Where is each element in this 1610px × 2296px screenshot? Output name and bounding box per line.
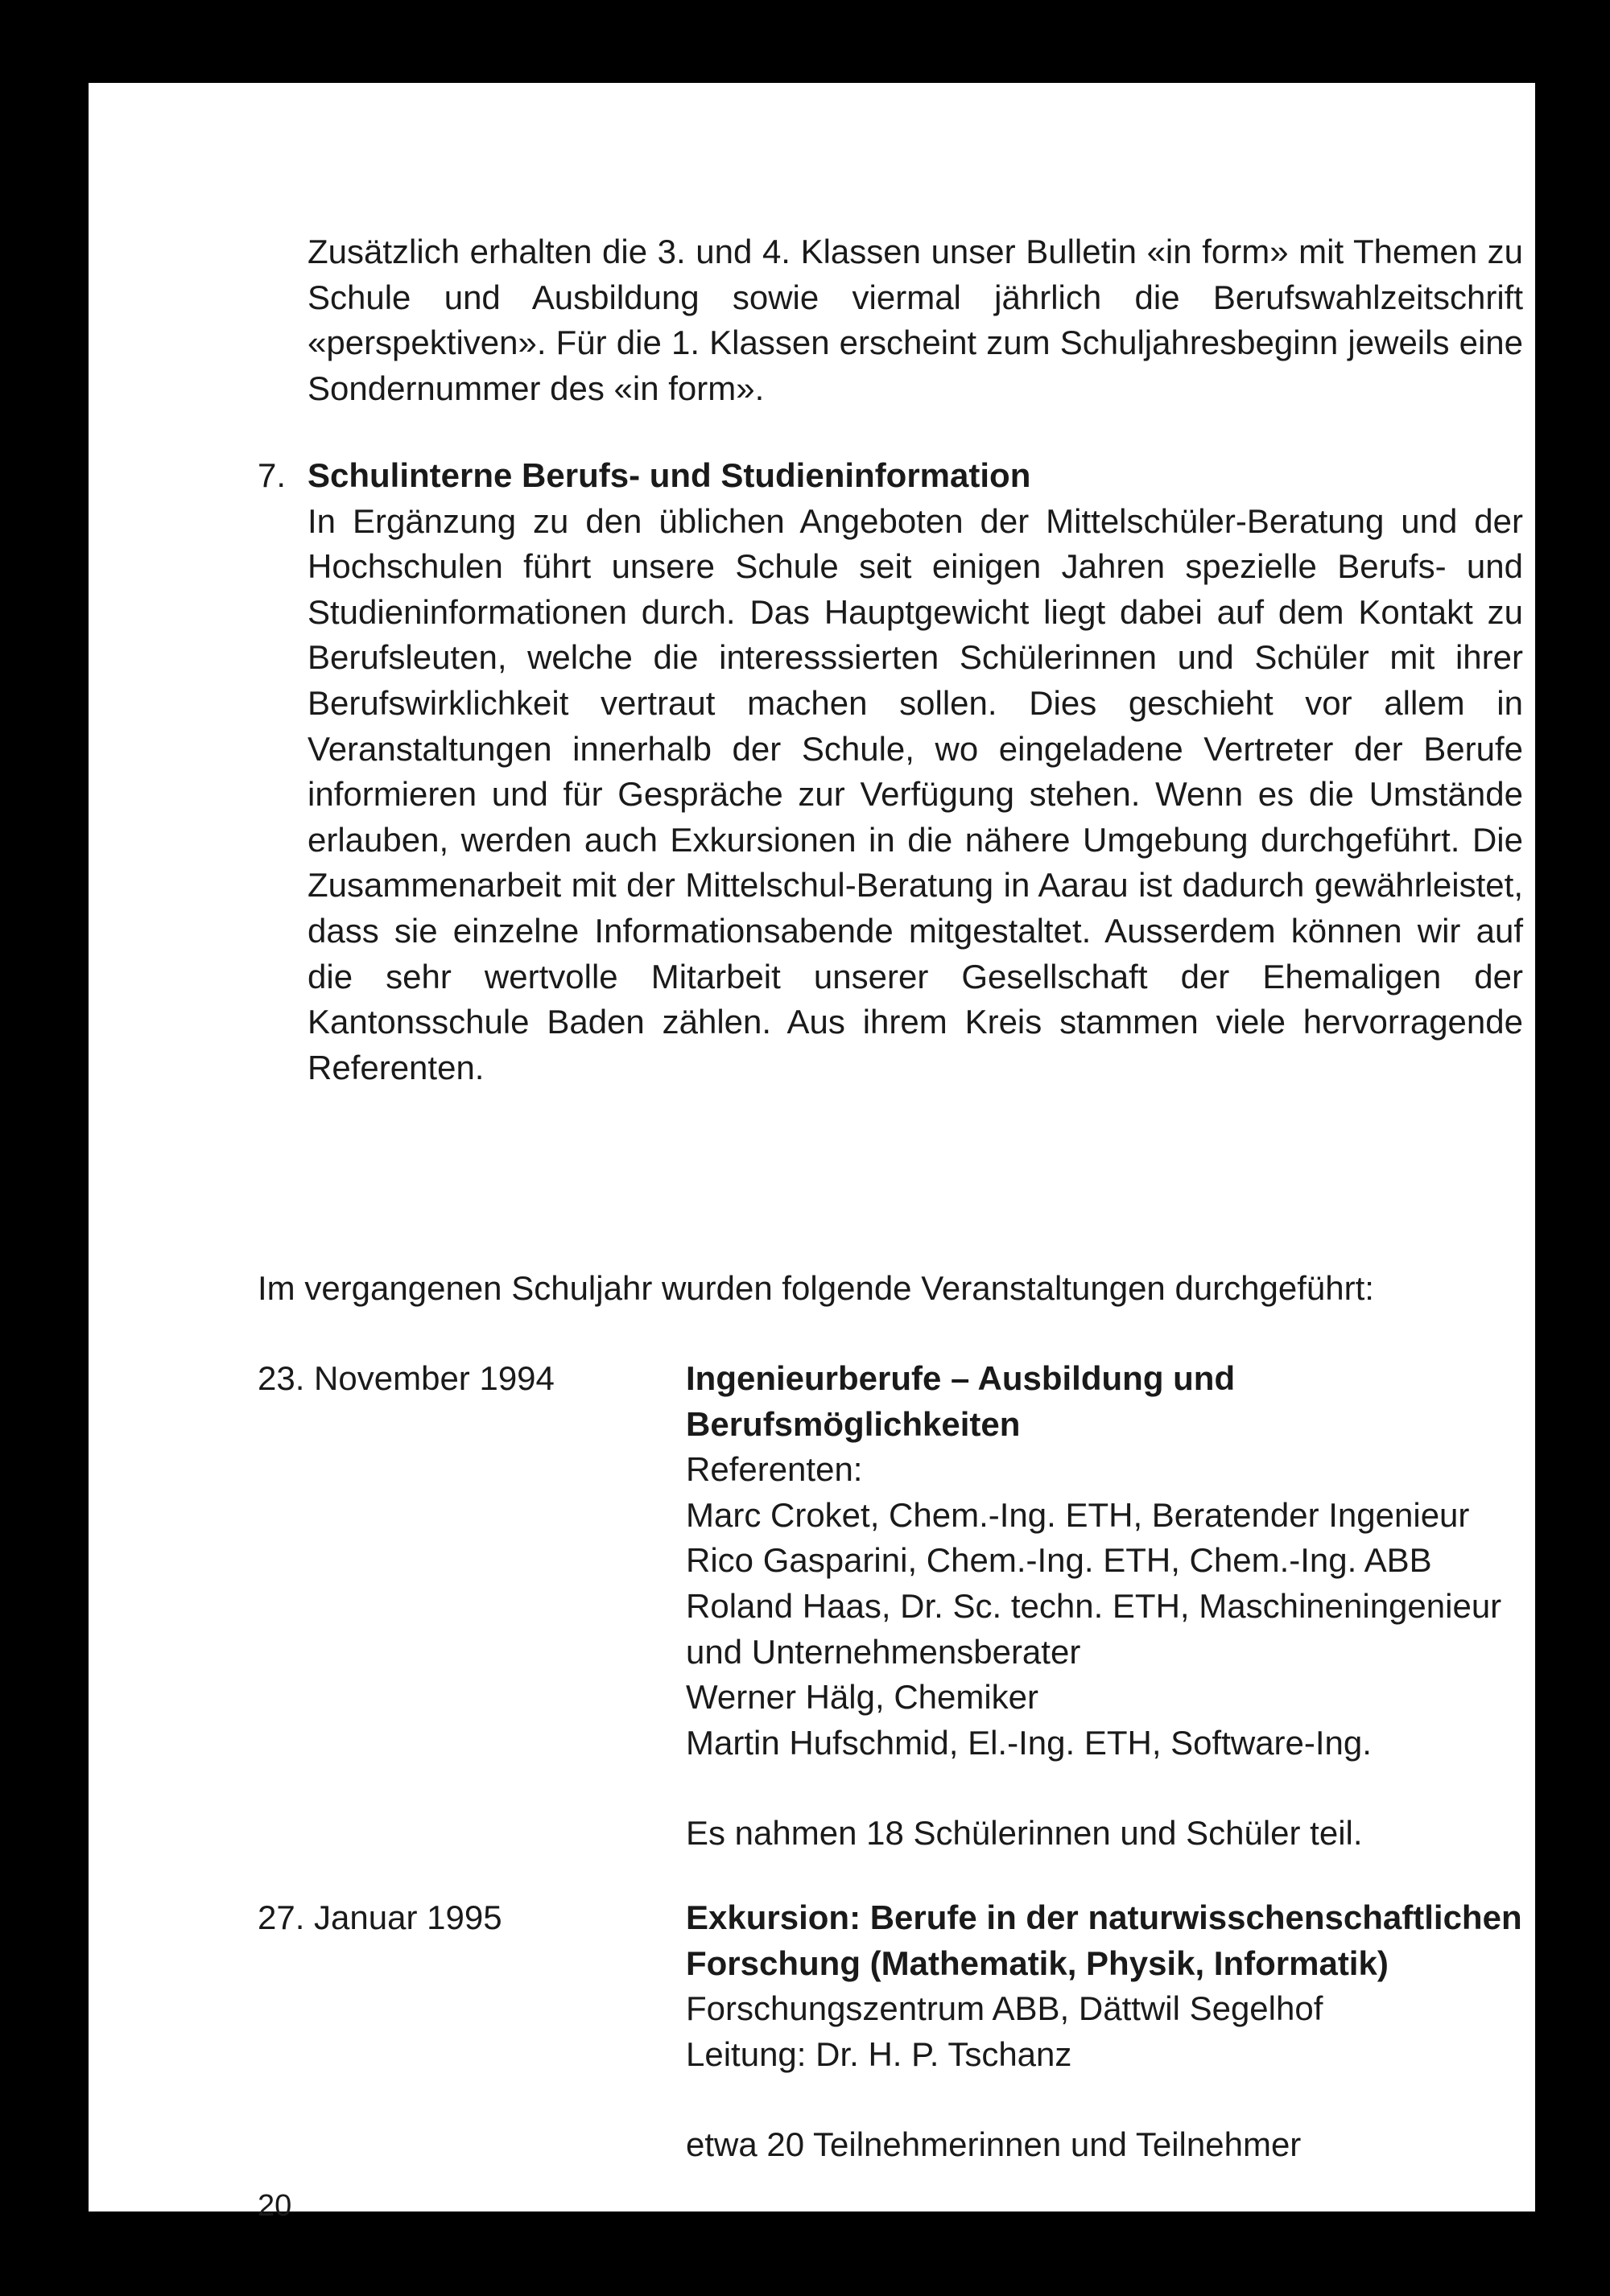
speakers-label: Referenten: xyxy=(686,1450,863,1489)
section-body: In Ergänzung zu den üblichen Angeboten der Mittelschüler-Beratung und der Hochschulen führt unsere Schule seit einigen Jahren spezielle Berufs- und Studieninformationen durch. Das Hauptgewicht liegt dabei auf dem Kontakt zu Berufsleuten, welche die interesssierten Schülerinnen und Schüler mit ihrer Berufswirklichkeit vertraut machen sollen. Dies geschieht vor allem in Veranstaltungen innerhalb der Schule, wo eingeladene Vertreter der Berufe informieren und für Gespräche zur Verfügung stehen. Wenn es die Umstände erlauben, werden auch Exkursionen in die nähere Umgebung durchgeführt. Die Zusammenarbeit mit der Mittelschul-Beratung in Aarau ist dadurch gewährleistet, dass sie einzelne Informationsabende mitgestaltet. Ausserdem können wir auf die sehr wertvolle Mitarbeit unserer Gesellschaft der Ehemaligen der Kantonsschule Baden zählen. Aus ihrem Kreis stammen viele hervorragende Referenten. xyxy=(308,501,1523,1086)
event-title: Exkursion: Berufe in der naturwisschenschaftlichen Forschung (Mathematik, Physik, Informatik) xyxy=(686,1898,1522,1982)
section-heading: Schulinterne Berufs- und Studieninformation xyxy=(308,456,1031,494)
speaker-item: Werner Hälg, Chemiker xyxy=(686,1678,1039,1717)
event-date: 27. Januar 1995 xyxy=(258,1898,502,1936)
event-title: Ingenieurberufe – Ausbildung und Berufsmöglichkeiten xyxy=(686,1359,1236,1443)
event-participants: Es nahmen 18 Schülerinnen und Schüler teil. xyxy=(686,1814,1363,1853)
spacer xyxy=(686,2077,1523,2122)
event-title-line xyxy=(686,1895,1523,2032)
page-number: 20 xyxy=(258,2189,292,2223)
event-entry xyxy=(258,1895,1523,2168)
document-page xyxy=(89,83,1535,2223)
event-details xyxy=(686,1895,1523,2168)
event-participants: etwa 20 Teilnehmerinnen und Teilnehmer xyxy=(686,2125,1302,2164)
speaker-item: Marc Croket, Chem.-Ing. ETH, Beratender Ingenieur xyxy=(686,1495,1470,1534)
section-berufsinformation xyxy=(258,453,1523,1090)
event-leader: Leitung: Dr. H. P. Tschanz xyxy=(686,2034,1072,2073)
speaker-item: Rico Gasparini, Chem.-Ing. ETH, Chem.-Ing. ABB xyxy=(686,1541,1432,1580)
intro-paragraph: Zusätzlich erhalten die 3. und 4. Klassen unser Bulletin «in form» mit Themen zu Schule und Ausbildung sowie viermal jährlich die Berufswahlzeitschrift «perspektiven». Für die 1. Klassen erscheint zum Schuljahresbeginn jeweils eine Sondernummer des «in form». xyxy=(308,233,1523,407)
event-entry xyxy=(258,1356,1523,1857)
page-content xyxy=(89,83,1535,2223)
event-date: 23. November 1994 xyxy=(258,1359,555,1397)
speaker-item: Roland Haas, Dr. Sc. techn. ETH, Maschineningenieur und Unternehmensberater xyxy=(686,1586,1502,1671)
section-number: 7. xyxy=(258,456,287,494)
events-intro: Im vergangenen Schuljahr wurden folgende Veranstaltungen durchgeführt: xyxy=(258,1269,1374,1307)
event-details xyxy=(686,1356,1523,1857)
event-location: Forschungszentrum ABB, Dättwil Segelhof xyxy=(686,1989,1323,2028)
spacer xyxy=(686,1766,1523,1811)
speaker-item: Martin Hufschmid, El.-Ing. ETH, Software-Ing. xyxy=(686,1723,1372,1762)
